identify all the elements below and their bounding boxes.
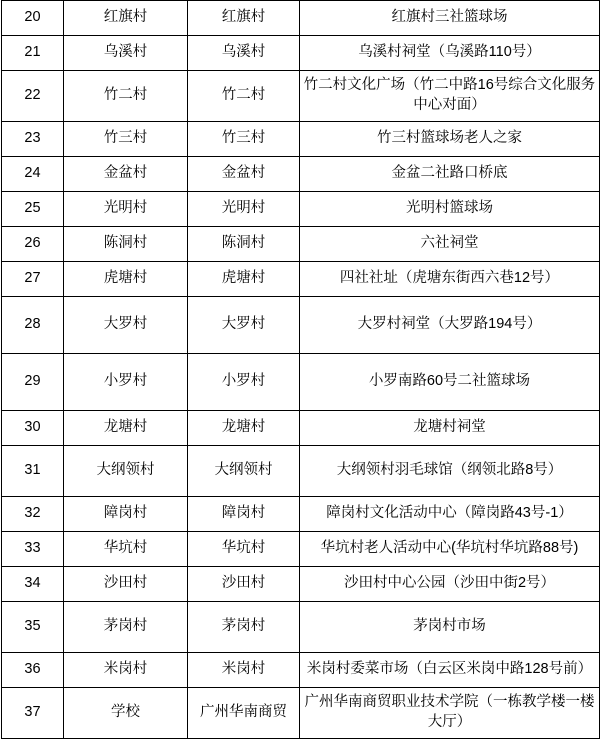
cell-village-name: 红旗村 xyxy=(64,1,188,36)
cell-address: 红旗村三社篮球场 xyxy=(300,1,600,36)
table-row xyxy=(2,227,600,262)
cell-address: 广州华南商贸职业技术学院（一栋教学楼一楼大厅） xyxy=(300,688,600,739)
cell-village-name: 米岗村 xyxy=(64,653,188,688)
cell-affiliated-village: 龙塘村 xyxy=(188,411,300,446)
table-row xyxy=(2,122,600,157)
cell-village-name: 金盆村 xyxy=(64,157,188,192)
cell-affiliated-village: 光明村 xyxy=(188,192,300,227)
village-location-table xyxy=(1,0,600,739)
cell-village-name: 华坑村 xyxy=(64,532,188,567)
table-row xyxy=(2,297,600,354)
cell-index: 36 xyxy=(2,653,64,688)
cell-village-name: 大罗村 xyxy=(64,297,188,354)
table-body xyxy=(2,1,600,739)
table-row xyxy=(2,192,600,227)
cell-address: 六社祠堂 xyxy=(300,227,600,262)
cell-affiliated-village: 金盆村 xyxy=(188,157,300,192)
cell-address: 米岗村委菜市场（白云区米岗中路128号前） xyxy=(300,653,600,688)
cell-index: 26 xyxy=(2,227,64,262)
cell-affiliated-village: 红旗村 xyxy=(188,1,300,36)
cell-affiliated-village: 大罗村 xyxy=(188,297,300,354)
cell-address: 华坑村老人活动中心(华坑村华坑路88号) xyxy=(300,532,600,567)
cell-index: 24 xyxy=(2,157,64,192)
cell-address: 沙田村中心公园（沙田中街2号） xyxy=(300,567,600,602)
cell-village-name: 茅岗村 xyxy=(64,602,188,653)
cell-village-name: 竹二村 xyxy=(64,71,188,122)
cell-affiliated-village: 大纲领村 xyxy=(188,446,300,497)
cell-affiliated-village: 竹二村 xyxy=(188,71,300,122)
cell-village-name: 虎塘村 xyxy=(64,262,188,297)
cell-affiliated-village: 竹三村 xyxy=(188,122,300,157)
cell-address: 四社社址（虎塘东街西六巷12号） xyxy=(300,262,600,297)
cell-village-name: 陈洞村 xyxy=(64,227,188,262)
cell-village-name: 光明村 xyxy=(64,192,188,227)
cell-village-name: 竹三村 xyxy=(64,122,188,157)
cell-index: 31 xyxy=(2,446,64,497)
table-row xyxy=(2,532,600,567)
table-row xyxy=(2,688,600,739)
table-row xyxy=(2,354,600,411)
cell-affiliated-village: 障岗村 xyxy=(188,497,300,532)
cell-index: 25 xyxy=(2,192,64,227)
cell-village-name: 乌溪村 xyxy=(64,36,188,71)
cell-index: 23 xyxy=(2,122,64,157)
cell-index: 27 xyxy=(2,262,64,297)
cell-address: 竹二村文化广场（竹二中路16号综合文化服务中心对面） xyxy=(300,71,600,122)
table-row xyxy=(2,653,600,688)
cell-affiliated-village: 陈洞村 xyxy=(188,227,300,262)
table-row xyxy=(2,36,600,71)
table-row xyxy=(2,1,600,36)
table-row xyxy=(2,71,600,122)
cell-affiliated-village: 沙田村 xyxy=(188,567,300,602)
table-row xyxy=(2,157,600,192)
table-row xyxy=(2,262,600,297)
cell-index: 21 xyxy=(2,36,64,71)
cell-index: 33 xyxy=(2,532,64,567)
cell-affiliated-village: 小罗村 xyxy=(188,354,300,411)
cell-address: 大纲领村羽毛球馆（纲领北路8号） xyxy=(300,446,600,497)
cell-index: 30 xyxy=(2,411,64,446)
cell-affiliated-village: 广州华南商贸 xyxy=(188,688,300,739)
cell-village-name: 学校 xyxy=(64,688,188,739)
cell-address: 大罗村祠堂（大罗路194号） xyxy=(300,297,600,354)
cell-affiliated-village: 虎塘村 xyxy=(188,262,300,297)
cell-index: 22 xyxy=(2,71,64,122)
cell-village-name: 龙塘村 xyxy=(64,411,188,446)
cell-index: 32 xyxy=(2,497,64,532)
cell-village-name: 障岗村 xyxy=(64,497,188,532)
cell-index: 34 xyxy=(2,567,64,602)
cell-village-name: 大纲领村 xyxy=(64,446,188,497)
cell-address: 竹三村篮球场老人之家 xyxy=(300,122,600,157)
table-row xyxy=(2,567,600,602)
cell-address: 光明村篮球场 xyxy=(300,192,600,227)
cell-address: 龙塘村祠堂 xyxy=(300,411,600,446)
cell-address: 障岗村文化活动中心（障岗路43号-1） xyxy=(300,497,600,532)
table-row xyxy=(2,446,600,497)
cell-index: 35 xyxy=(2,602,64,653)
cell-index: 29 xyxy=(2,354,64,411)
cell-address: 金盆二社路口桥底 xyxy=(300,157,600,192)
table-row xyxy=(2,602,600,653)
cell-affiliated-village: 米岗村 xyxy=(188,653,300,688)
cell-index: 20 xyxy=(2,1,64,36)
table-row xyxy=(2,411,600,446)
cell-index: 28 xyxy=(2,297,64,354)
cell-affiliated-village: 华坑村 xyxy=(188,532,300,567)
cell-village-name: 沙田村 xyxy=(64,567,188,602)
cell-address: 茅岗村市场 xyxy=(300,602,600,653)
cell-village-name: 小罗村 xyxy=(64,354,188,411)
cell-affiliated-village: 茅岗村 xyxy=(188,602,300,653)
cell-address: 小罗南路60号二社篮球场 xyxy=(300,354,600,411)
cell-index: 37 xyxy=(2,688,64,739)
table-row xyxy=(2,497,600,532)
cell-address: 乌溪村祠堂（乌溪路110号） xyxy=(300,36,600,71)
cell-affiliated-village: 乌溪村 xyxy=(188,36,300,71)
